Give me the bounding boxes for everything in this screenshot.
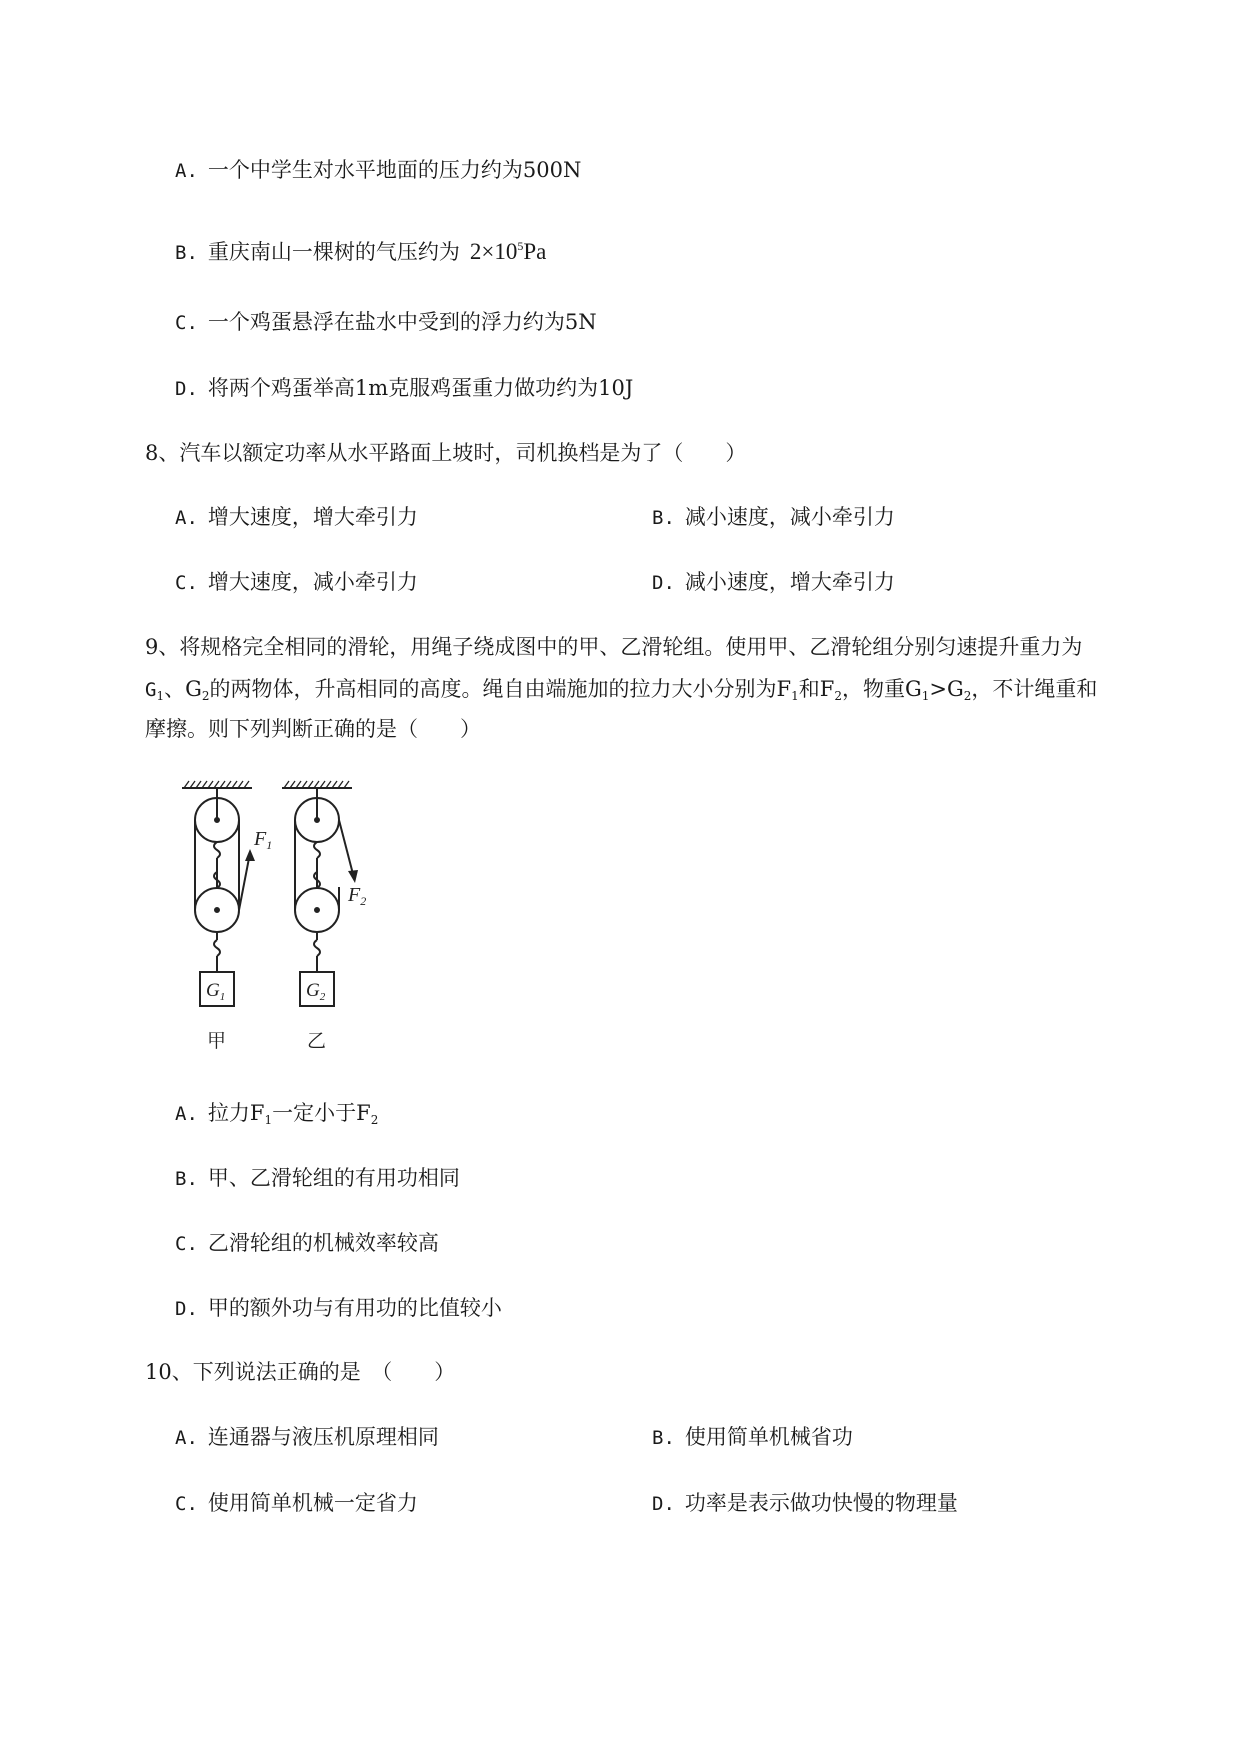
q10-option-c: [175, 1488, 418, 1519]
q9-option-c: [175, 1228, 439, 1259]
option-letter: D.: [652, 1493, 675, 1515]
q9-stem-line3: 摩擦。则下列判断正确的是（ ）: [145, 717, 481, 741]
option-text: 增大速度，增大牵引力: [207, 505, 418, 529]
hook-right-top: [314, 842, 320, 858]
option-text: 功率是表示做功快慢的物理量: [684, 1491, 958, 1515]
q8-stem: 8、汽车以额定功率从水平路面上坡时，司机换档是为了（ ）: [145, 441, 747, 465]
option-text: 重庆南山一棵树的气压约为: [207, 240, 460, 264]
option-text: 一个鸡蛋悬浮在盐水中受到的浮力约为5N: [207, 310, 597, 334]
option-letter: B.: [652, 1427, 675, 1449]
option-letter: B.: [652, 507, 675, 529]
option-text: 一个中学生对水平地面的压力约为500N: [207, 158, 582, 182]
pressure-formula: $2\times 10^5Pa$: [469, 239, 547, 264]
option-text: 增大速度，减小牵引力: [207, 570, 418, 594]
q9-stem-line1: 9、将规格完全相同的滑轮，用绳子绕成图中的甲、乙滑轮组。使用甲、乙滑轮组分别匀速提升重力为: [145, 635, 1083, 659]
option-text: 甲、乙滑轮组的有用功相同: [207, 1166, 460, 1190]
ceiling-hatch-left: [184, 781, 249, 788]
q7-option-d: [175, 373, 633, 404]
caption-jia: 甲: [207, 1030, 227, 1052]
q8-option-a: [175, 502, 418, 533]
option-text: 连通器与液压机原理相同: [207, 1425, 439, 1449]
label-g2: $G_2$: [306, 980, 326, 1003]
option-text: 甲的额外功与有用功的比值较小: [207, 1296, 502, 1320]
rope-f2: [339, 820, 354, 878]
q9-option-d: [175, 1293, 502, 1324]
q9-stem-line2: $G_1$、$G_2$的两物体，升高相同的高度。绳自由端施加的拉力大小分别为$F_1$和$F_2$，物重$G_1>G_2$，不计绳重和: [145, 677, 1098, 703]
option-letter: C.: [175, 1233, 198, 1255]
q10-option-a: [175, 1422, 439, 1453]
option-letter: A.: [175, 160, 198, 182]
q10-option-b: [652, 1422, 853, 1453]
label-f2: $F_2$: [348, 884, 367, 908]
q8-option-d: [652, 567, 895, 598]
option-letter: B.: [175, 242, 198, 264]
option-letter: C.: [175, 312, 198, 334]
option-letter: D.: [175, 1298, 198, 1320]
label-f1: $F_1$: [254, 828, 273, 852]
q10-option-d: [652, 1488, 958, 1519]
q8-option-c: [175, 567, 418, 598]
q9-option-b: [175, 1163, 460, 1194]
q9-option-a: A. 拉力$F_1$一定小于$F_2$: [175, 1101, 379, 1127]
option-text: 使用简单机械一定省力: [207, 1491, 418, 1515]
caption-yi: 乙: [307, 1030, 327, 1052]
option-letter: C.: [175, 1493, 198, 1515]
option-letter: D.: [652, 572, 675, 594]
arrow-f1: [245, 849, 255, 861]
option-letter: C.: [175, 572, 198, 594]
option-text: 减小速度，减小牵引力: [684, 505, 895, 529]
q7-option-a: [175, 155, 581, 186]
arrow-f2: [348, 870, 358, 883]
option-text: 使用简单机械省功: [684, 1425, 853, 1449]
q7-option-b: [175, 231, 546, 268]
rope-f1: [239, 853, 250, 910]
option-text: 将两个鸡蛋举高1m克服鸡蛋重力做功约为10J: [207, 376, 634, 400]
option-letter: A.: [175, 1103, 198, 1125]
hook-left-top: [214, 842, 220, 858]
q10-stem: 10、下列说法正确的是 （ ）: [145, 1360, 456, 1384]
q7-option-c: [175, 307, 597, 338]
ceiling-hatch-right: [284, 781, 349, 788]
option-letter: A.: [175, 507, 198, 529]
pulley-diagram: [170, 775, 400, 1065]
q8-option-b: [652, 502, 895, 533]
label-g1: $G_1$: [206, 980, 226, 1003]
option-letter: B.: [175, 1168, 198, 1190]
option-text: 乙滑轮组的机械效率较高: [207, 1231, 439, 1255]
option-text: 减小速度，增大牵引力: [684, 570, 895, 594]
option-letter: D.: [175, 378, 198, 400]
option-letter: A.: [175, 1427, 198, 1449]
